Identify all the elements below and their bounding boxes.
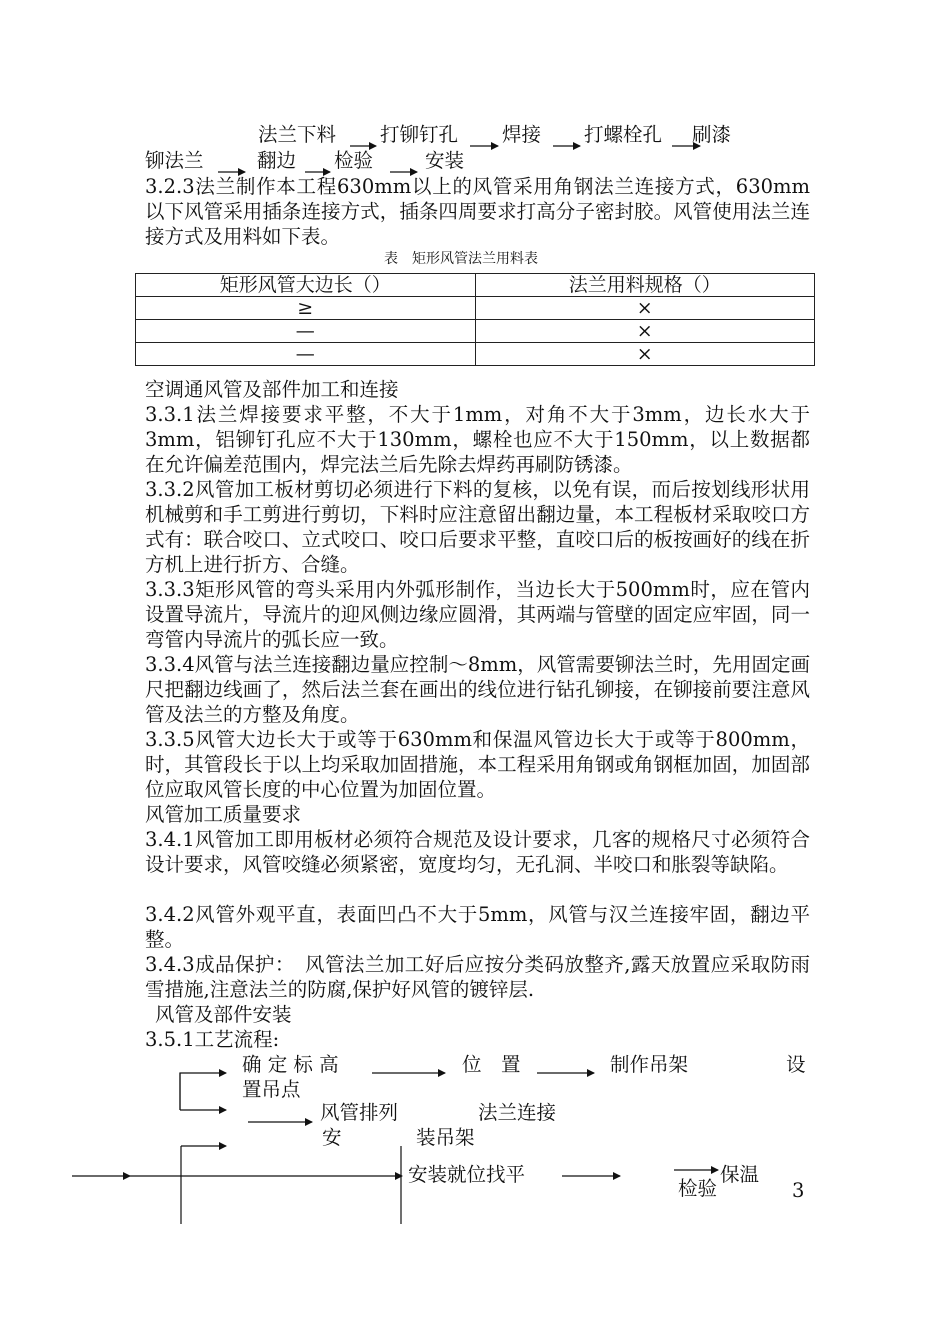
flow1-step-bolt-hole: 打螺栓孔 xyxy=(584,123,663,146)
page-number: 3 xyxy=(792,1179,805,1202)
paragraph-3-2-3: 3.2.3法兰制作本工程630mm以上的风管采用角钢法兰连接方式，630mm以下风管采用插条连接方式，插条四周要求打高分子密封胶。风管使用法兰连接方式及用料如下表。 xyxy=(145,175,810,248)
flow1-step-flanging: 翻边 xyxy=(257,149,297,172)
paragraph-3-4-3: 3.4.3成品保护： 风管法兰加工好后应按分类码放整齐,露天放置应采取防雨雪措施,注意法兰的防腐,保护好风管的镀锌层. xyxy=(145,953,810,1001)
section-heading-quality: 风管加工质量要求 xyxy=(145,803,302,826)
paragraph-3-4-1: 3.4.1风管加工即用板材必须符合规范及设计要求，几客的规格尺寸必须符合设计要求，风管咬缝必须紧密，宽度均匀，无孔洞、半咬口和胀裂等缺陷。 xyxy=(145,828,810,876)
flow2-flange-connection: 法兰连接 xyxy=(478,1101,557,1124)
table-cell: × xyxy=(475,297,815,320)
paragraph-3-5-1: 3.5.1工艺流程: xyxy=(145,1028,280,1051)
flow1-step-rivet-flange: 铆法兰 xyxy=(145,149,204,172)
section-heading-installation: 风管及部件安装 xyxy=(155,1003,292,1026)
table-header-cell: 法兰用料规格（） xyxy=(475,274,815,297)
paragraph-3-3-3: 3.3.3矩形风管的弯头采用内外弧形制作，当边长大于500mm时，应在管内设置导流片，导流片的迎风侧边缘应圆滑，其两端与管壁的固定应牢固，同一弯管内导流片的弧长应一致。 xyxy=(145,578,810,651)
flow2-determine-elevation: 确 定 标 高 xyxy=(242,1053,339,1076)
table-header-cell: 矩形风管大边长（） xyxy=(136,274,476,297)
table-caption: 表 矩形风管法兰用料表 xyxy=(384,251,538,267)
paragraph-3-3-5: 3.3.5风管大边长大于或等于630mm和保温风管边长大于或等于800mm，时，其管段长于以上均采取加固措施，本工程采用角钢或角钢框加固，加固部位应取风管长度的中心位置为加固位置。 xyxy=(145,728,810,801)
flow2-insulation: 保温 xyxy=(720,1163,760,1186)
flow1-step-install: 安装 xyxy=(425,149,465,172)
table-cell: × xyxy=(475,320,815,343)
flow1-step-inspection: 检验 xyxy=(334,149,374,172)
table-cell: × xyxy=(475,343,815,366)
flow1-step-blanking: 法兰下料 xyxy=(258,123,337,146)
flow2-set-part1: 设 xyxy=(786,1053,806,1076)
arrow-line xyxy=(180,1073,226,1110)
table-cell: — xyxy=(136,343,476,366)
section-heading-duct-fabrication: 空调通风管及部件加工和连接 xyxy=(145,378,399,401)
flow1-step-rivet-hole: 打铆钉孔 xyxy=(380,123,459,146)
flow1-step-painting: 刷漆 xyxy=(692,123,732,146)
flow2-set-hanging-point: 置吊点 xyxy=(242,1078,301,1101)
paragraph-3-4-2: 3.4.2风管外观平直，表面凹凸不大于5mm，风管与汉兰连接牢固，翻边平整。 xyxy=(145,903,810,951)
flow1-step-welding: 焊接 xyxy=(502,123,542,146)
flow2-install-part1: 安 xyxy=(322,1126,342,1149)
flow2-inspection: 检验 xyxy=(678,1177,718,1200)
flow2-duct-arrangement: 风管排列 xyxy=(320,1101,399,1124)
paragraph-3-3-1: 3.3.1法兰焊接要求平整，不大于1mm，对角不大于3mm，边长水大于3mm，铝铆钉孔应不大于130mm，螺栓也应不大于150mm，以上数据都在允许偏差范围内，焊完法兰后先除去焊药再刷防锈漆。 xyxy=(145,403,810,476)
flow2-make-hanger: 制作吊架 xyxy=(610,1053,689,1076)
table-cell: ≥ xyxy=(136,297,476,320)
paragraph-3-3-4: 3.3.4风管与法兰连接翻边量应控制～8mm，风管需要铆法兰时，先用固定画尺把翻边线画了，然后法兰套在画出的线位进行钻孔铆接，在铆接前要注意风管及法兰的方整及角度。 xyxy=(145,653,810,726)
paragraph-3-3-2: 3.3.2风管加工板材剪切必须进行下料的复核，以免有误，而后按划线形状用机械剪和手工剪进行剪切，下料时应注意留出翻边量，本工程板材采取咬口方式有：联合咬口、立式咬口、咬口后要求平整，直咬口后的板按画好的线在折方机上进行折方、合缝。 xyxy=(145,478,810,576)
flow2-position: 位 置 xyxy=(462,1053,521,1076)
flow2-install-hanger: 装吊架 xyxy=(416,1126,475,1149)
table-cell: — xyxy=(136,320,476,343)
flow2-install-level: 安装就位找平 xyxy=(408,1163,526,1186)
